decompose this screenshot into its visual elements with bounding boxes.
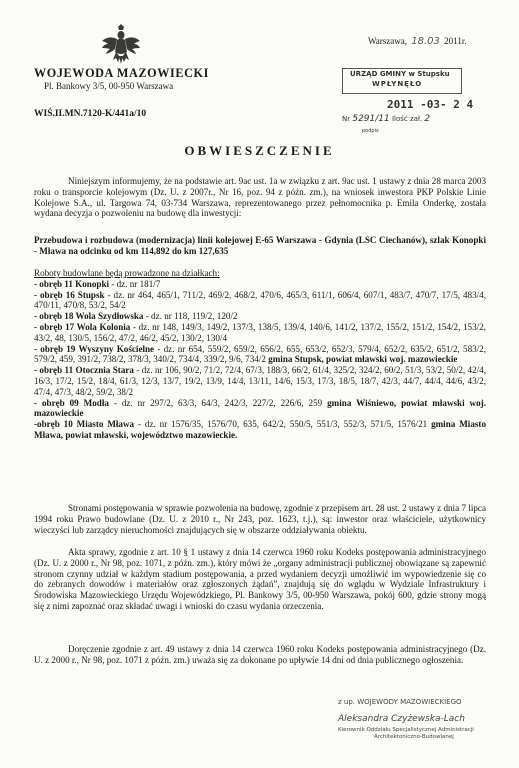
works-heading: Roboty budowlane będą prowadzone na działkach: (34, 268, 220, 278)
parties-paragraph: Stronami postępowania w sprawie pozwolenia na budowę, zgodnie z przepisem art. 28 ust. 2 ustawy z dnia 7 lipca 1994 roku Prawo budowlane (Dz. U. z 2010 r., Nr 243, poz. 1623, t.j.), są: inwestor oraz właściciele, użytkownicy wieczyści lub zarządcy nieruchomości znajdujących się w obszarze oddziaływania obiektu. (34, 503, 486, 535)
list-item: -obręb 10 Miasto Mława - dz. nr 1576/35, 1576/70, 635, 642/2, 550/5, 551/3, 552/3, 571/5, 1576/21 gmina Miasto Mława, powiat mławski, województwo mazowieckie. (34, 419, 486, 440)
list-item: - obręb 19 Wyszyny Kościelne - dz. nr 654, 559/2, 659/2, 656/2, 655, 653/2, 652/3, 579/4, 652/2, 635/2, 651/2, 583/2, 579/2, 459, 391/2, 738/2, 378/3, 340/2, 734/4, 339/2, 9/6, 734/2 gmina Stupsk, powiat mławski woj. mazowieckie (34, 343, 487, 365)
date-prefix: Warszawa, (368, 36, 408, 46)
list-item: - obręb 17 Wola Kolonia - dz. nr 148, 149/3, 149/2, 137/3, 138/5, 139/4, 140/6, 141/2, 137/2, 155/2, 151/2, 154/2, 153/2, 43/2, 48, 130/5, 156/2, 47/2, 46/2, 45/2, 130/2, 130/4 (34, 321, 486, 343)
date-handwritten: 18.03 (411, 36, 440, 47)
delivery-paragraph: Doręczenie zgodnie z art. 49 ustawy z dnia 14 czerwca 1960 roku Kodeks postępowania administracyjnego (Dz. U. z 2000 r., Nr 98, poz. 1071 z późn. zm.) uważa się za dokonane po upływie 14 dni od dnia publicznego ogłoszenia. (34, 644, 486, 665)
investment-description: Przebudowa i rozbudowa (modernizacja) linii kolejowej E-65 Warszawa - Gdynia (LSC Ciechanów), szlak Konopki - Mława na odcinku od km 114,892 do km 127,635 (34, 235, 486, 256)
list-item: - obręb 11 Konopki - dz. nr 181/7 (34, 278, 161, 289)
stamp-received: WPŁYNĘŁO (372, 80, 423, 88)
stamp-signature-label: podpis (362, 128, 379, 134)
receipt-stamp (342, 68, 474, 134)
list-item: - obręb 11 Otocznia Stara - dz. nr 106, 90/2, 71/2, 72/4, 67/3, 188/3, 66/2, 61/4, 325/2, 324/2, 60/2, 51/3, 53/2, 50/2, 42/4, 16/3, 17/2, 15/2, 18/4, 61/3, 12/3, 13/7, 19/2, 13/9, 14/4, 13/11, 14/6, 15/3, 17/3, 18/5, 18/7, 42/3, 44/7, 44/4, 44/6, 43/2, 47/4, 47/3, 48/2, 59/2, 38/2 (34, 365, 486, 397)
stamp-number-handwritten: 5291/11 (352, 114, 390, 124)
list-item: - obręb 09 Modła - dz. nr 297/2, 63/3, 64/3, 242/3, 227/2, 226/6, 259 gmina Wiśniewo, powiat mławski woj. mazowieckie (34, 397, 486, 419)
stamp-office: URZĄD GMINY w Stupsku (350, 70, 450, 78)
stamp-number-prefix: Nr (342, 115, 351, 123)
office-title: WOJEWODA MAZOWIECKI (34, 66, 209, 80)
stamp-number (342, 114, 430, 124)
list-item: - obręb 16 Stupsk - dz. nr 464, 465/1, 711/2, 469/2, 468/2, 470/6, 465/3, 611/1, 606/4, 607/1, 483/7, 470/7, 17/5, 483/4, 470/11, 470/8, 53/2, 54/2 (34, 289, 486, 311)
notice-title: OBWIESZCZENIE (184, 143, 335, 158)
document-date (368, 36, 467, 47)
signature-name: Aleksandra Czyżewska-Lach (338, 714, 465, 724)
stamp-attachments-label: Ilość zał. (391, 115, 423, 123)
date-suffix: 2011r. (444, 36, 467, 46)
list-item: - obręb 18 Wola Szydłowska - dz. nr 118, 119/2, 120/2 (34, 311, 238, 322)
stamp-date: 2011 -03- 2 4 (387, 98, 474, 111)
signature-role-line2: Architektoniczno-Budowlanej (374, 734, 454, 740)
signature-role-line1: Kierownik Oddziału Specjalistycznej Administracji (338, 727, 474, 733)
case-reference: WIŚ.II.MN.7120-K/441a/10 (34, 109, 147, 119)
plots-list (34, 268, 486, 441)
signature-authority: z up. WOJEWODY MAZOWIECKIEGO (338, 698, 462, 706)
eagle-emblem-icon (100, 20, 142, 66)
office-address: Pl. Bankowy 3/5, 00-950 Warszawa (44, 81, 174, 91)
intro-paragraph: Niniejszym informujemy, że na podstawie art. 9ac ust. 1a w związku z art. 9ac ust. 1 ustawy z dnia 28 marca 2003 roku o transporcie kolejowym (Dz. U. z 2007r., Nr 16, poz. 94 z późn. zm.), na wniosek inwestora PKP Polskie Linie Kolejowe S.A., ul. Targowa 74, 03-734 Warszawa, reprezentowanego przez pełnomocnika p. Emila Onderkę, została wydana decyzja o pozwoleniu na budowę dla inwestycji: (34, 176, 486, 219)
stamp-attachments-count: 2 (424, 114, 431, 124)
files-paragraph: Akta sprawy, zgodnie z art. 10 § 1 ustawy z dnia 14 czerwca 1960 roku Kodeks postępowania administracyjnego (Dz. U. z 2000 r., Nr 98, poz. 1071, z późn. zm.), który mówi że „organy administracji publicznej obowiązane są zapewnić stronom czynny udział w każdym stadium postępowania, a przed wydaniem decyzji umożliwić im wypowiedzenie się co do zebranych dowodów i materiałów oraz zgłoszonych żądań”, znajdują się do wglądu w Wydziale Infrastruktury i Środowiska Mazowieckiego Urzędu Wojewódzkiego, Pl. Bankowy 3/5, 00-950 Warszawa, pokój 600, gdzie strony mogą się z nimi zapoznać oraz składać uwagi i wnioski do czasu wydania orzeczenia. (34, 547, 486, 611)
